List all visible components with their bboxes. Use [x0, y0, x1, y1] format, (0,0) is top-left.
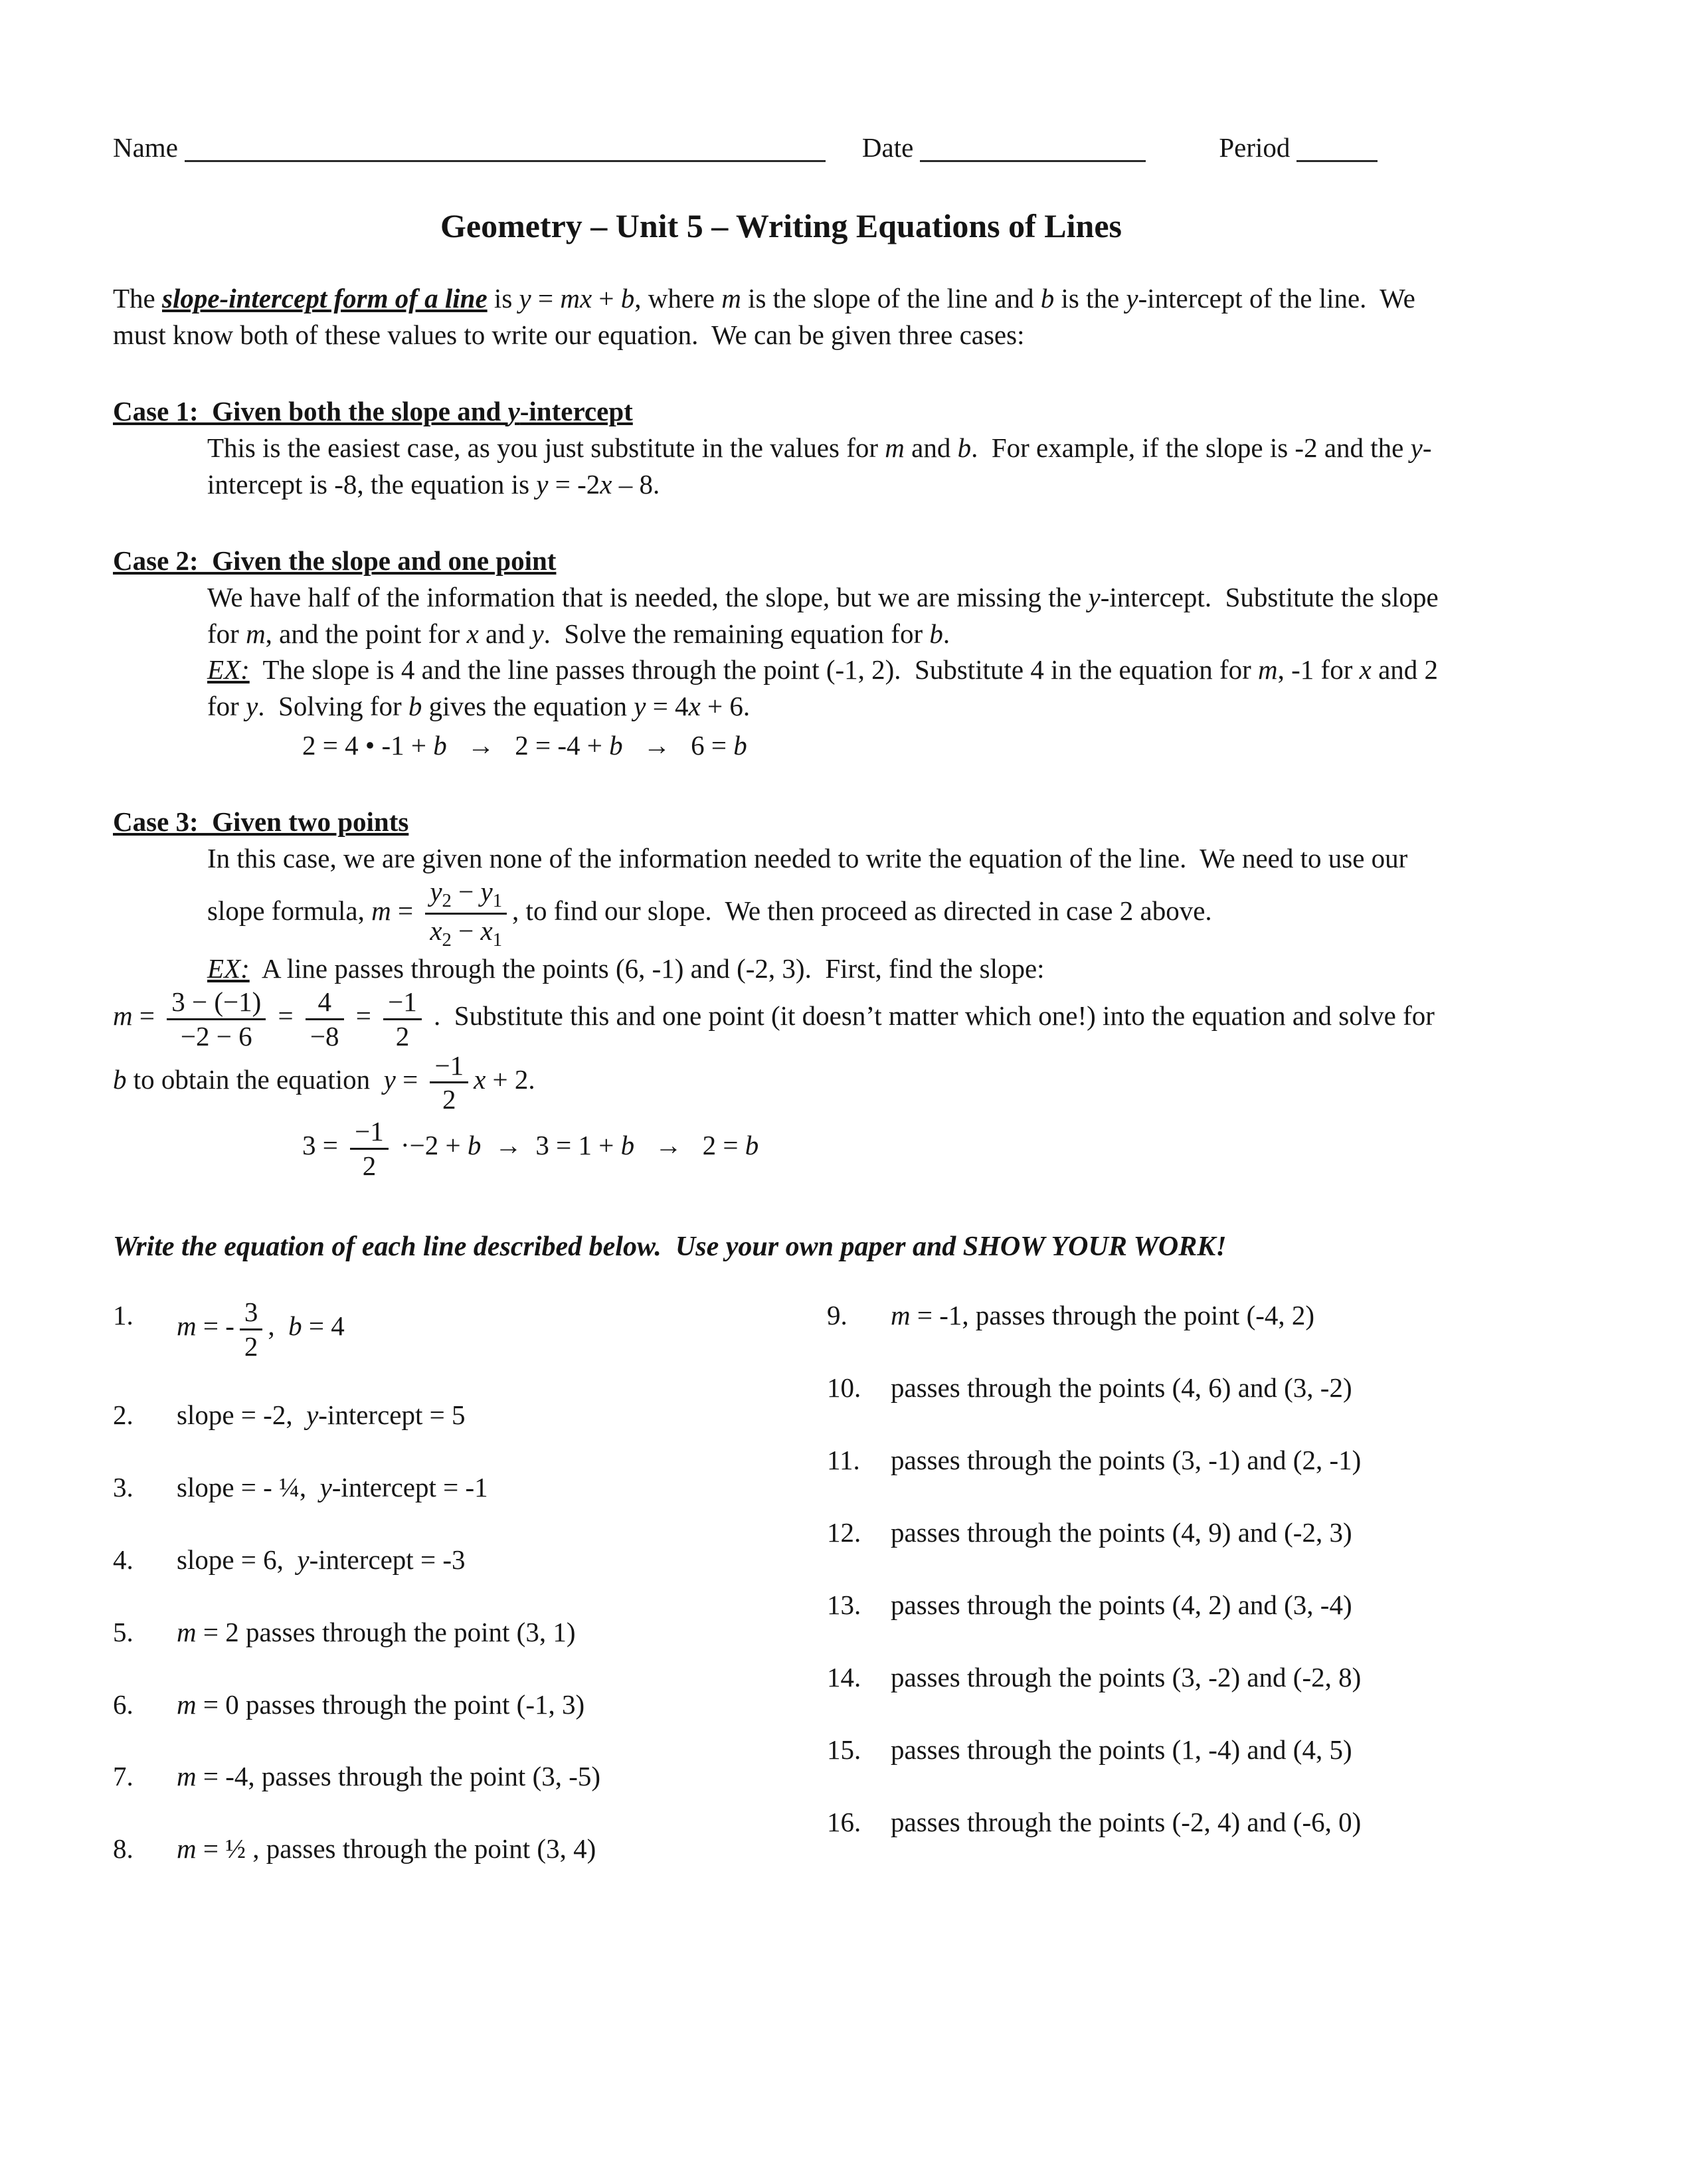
name-label: Name: [113, 132, 178, 163]
problem-number: 6.: [113, 1688, 134, 1720]
date-blank: [920, 132, 1146, 162]
problem-text: slope = -2, y-intercept = 5: [177, 1399, 466, 1430]
problem-item-6: [113, 1686, 827, 1723]
fraction: $\frac{y_2 - y_1}{x_2 - x_1}$: [425, 877, 507, 951]
problem-item-8: [113, 1831, 827, 1867]
case2-section: [113, 543, 1449, 765]
case3-heading: Case 3: Given two points: [113, 806, 409, 838]
problem-number: 13.: [827, 1590, 861, 1621]
problem-text: m = -1, passes through the point (-4, 2): [891, 1300, 1315, 1331]
problem-number: 11.: [827, 1445, 860, 1476]
problem-text: m = 0 passes through the point (-1, 3): [177, 1688, 585, 1720]
problem-item-14: [827, 1659, 1449, 1696]
period-label: Period: [1219, 132, 1291, 163]
problems-instruction: Write the equation of each line described below. Use your own paper and SHOW YOUR WORK!: [113, 1231, 1227, 1262]
problem-number: 4.: [113, 1544, 134, 1575]
problem-item-7: [113, 1758, 827, 1795]
case3-equation: 3 = $\frac{-1}{2}$ ·−2 + b → 3 = 1 + b → 2 = b: [302, 1116, 759, 1181]
name-blank: [185, 132, 826, 162]
problem-item-9: [827, 1297, 1449, 1334]
problem-number: 5.: [113, 1616, 134, 1647]
problem-item-12: [827, 1514, 1449, 1551]
problems-column-right: [827, 1297, 1449, 1903]
case2-heading: Case 2: Given the slope and one point: [113, 545, 557, 576]
problem-number: 12.: [827, 1517, 861, 1548]
problems-section: [113, 1297, 1449, 1903]
problem-text: passes through the points (3, -1) and (2, -1): [891, 1445, 1362, 1476]
problem-number: 8.: [113, 1833, 134, 1865]
problem-number: 3.: [113, 1471, 134, 1502]
page-title: Geometry – Unit 5 – Writing Equations of Lines: [440, 207, 1122, 244]
problem-text: m = ½ , passes through the point (3, 4): [177, 1833, 596, 1865]
problem-text: passes through the points (3, -2) and (-2, 8): [891, 1661, 1362, 1692]
problem-number: 9.: [827, 1300, 848, 1331]
case1-section: [113, 393, 1449, 503]
problem-text: passes through the points (1, -4) and (4, 5): [891, 1734, 1352, 1765]
case2-body: We have half of the information that is needed, the slope, but we are missing the y-intercept. Substitute the slope for m, and the point for x and y. Solve the remaining equation for b.: [207, 581, 1439, 649]
problem-item-16: [827, 1804, 1449, 1841]
problem-item-13: [827, 1587, 1449, 1623]
period-blank: [1296, 132, 1378, 162]
problem-text: m = - $\frac{3}{2}$ , b = 4: [177, 1297, 345, 1362]
problem-item-10: [827, 1370, 1449, 1406]
case2-example: EX: The slope is 4 and the line passes through the point (-1, 2). Substitute 4 in the equation for m, -1 for x and 2 for y. Solving for b gives the equation y = 4x + 6.: [207, 654, 1439, 722]
date-label: Date: [861, 132, 914, 163]
problem-text: slope = - ¼, y-intercept = -1: [177, 1471, 488, 1502]
intro-paragraph: The slope-intercept form of a line is y = mx + b, where m is the slope of the line and b is the y-intercept of the line. We must know both of these values to write our equation. We can be given three cases:: [113, 282, 1415, 350]
problem-number: 2.: [113, 1399, 134, 1430]
case1-heading: Case 1: Given both the slope and y-intercept: [113, 395, 633, 426]
problems-column-left: [113, 1297, 827, 1903]
case2-equation: 2 = 4 • -1 + b → 2 = -4 + b → 6 = b: [302, 730, 747, 761]
problem-text: passes through the points (4, 9) and (-2, 3): [891, 1517, 1352, 1548]
fraction: $\frac{3 - (-1)}{-2 - 6}$: [167, 987, 266, 1051]
problem-number: 1.: [113, 1300, 134, 1331]
case3-example: EX: A line passes through the points (6, -1) and (-2, 3). First, find the slope:: [207, 953, 1045, 984]
problem-item-1: [113, 1297, 827, 1361]
problem-item-4: [113, 1542, 827, 1578]
problem-item-3: [113, 1469, 827, 1506]
header-row: [113, 130, 1449, 166]
case1-body: This is the easiest case, as you just substitute in the values for m and b. For example, if the slope is -2 and the y-intercept is -8, the equation is y = -2x – 8.: [207, 432, 1432, 500]
fraction: $\frac{-1}{2}$: [383, 987, 422, 1051]
problem-number: 16.: [827, 1806, 861, 1837]
problem-text: passes through the points (4, 2) and (3, -4): [891, 1590, 1352, 1621]
fraction: $\frac{-1}{2}$: [430, 1051, 468, 1115]
fraction: $\frac{-1}{2}$: [350, 1117, 389, 1180]
case3-slope-calculation: m = $\frac{3 - (-1)}{-2 - 6}$ = $\frac{4}{-8}$ = $\frac{-1}{2}$ . Substitute this and one point (it doesn’t matter which one!) into the equation and solve for b to obtain the equation y = $\frac{-1}{2}$ x + 2.: [113, 986, 1435, 1115]
problem-item-11: [827, 1442, 1449, 1479]
fraction: $\frac{3}{2}$: [240, 1297, 263, 1361]
problem-text: passes through the points (4, 6) and (3, -2): [891, 1372, 1352, 1404]
problem-text: m = -4, passes through the point (3, -5): [177, 1761, 601, 1792]
problem-item-2: [113, 1397, 827, 1433]
case3-body: In this case, we are given none of the information needed to write the equation of the line. We need to use our slope formula, m = $\frac{y_2 - y_1}{x_2 - x_1}$ , to find our slope. We then proceed as directed in case 2 above.: [207, 843, 1408, 951]
problem-number: 15.: [827, 1734, 861, 1765]
problem-text: passes through the points (-2, 4) and (-6, 0): [891, 1806, 1362, 1837]
problem-number: 10.: [827, 1372, 861, 1404]
problem-text: slope = 6, y-intercept = -3: [177, 1544, 466, 1575]
problem-text: m = 2 passes through the point (3, 1): [177, 1616, 576, 1647]
problem-number: 14.: [827, 1661, 861, 1692]
problem-number: 7.: [113, 1761, 134, 1792]
problem-item-15: [827, 1732, 1449, 1768]
case3-section: [113, 804, 1449, 1180]
fraction: $\frac{4}{-8}$: [306, 987, 344, 1051]
problem-item-5: [113, 1614, 827, 1651]
